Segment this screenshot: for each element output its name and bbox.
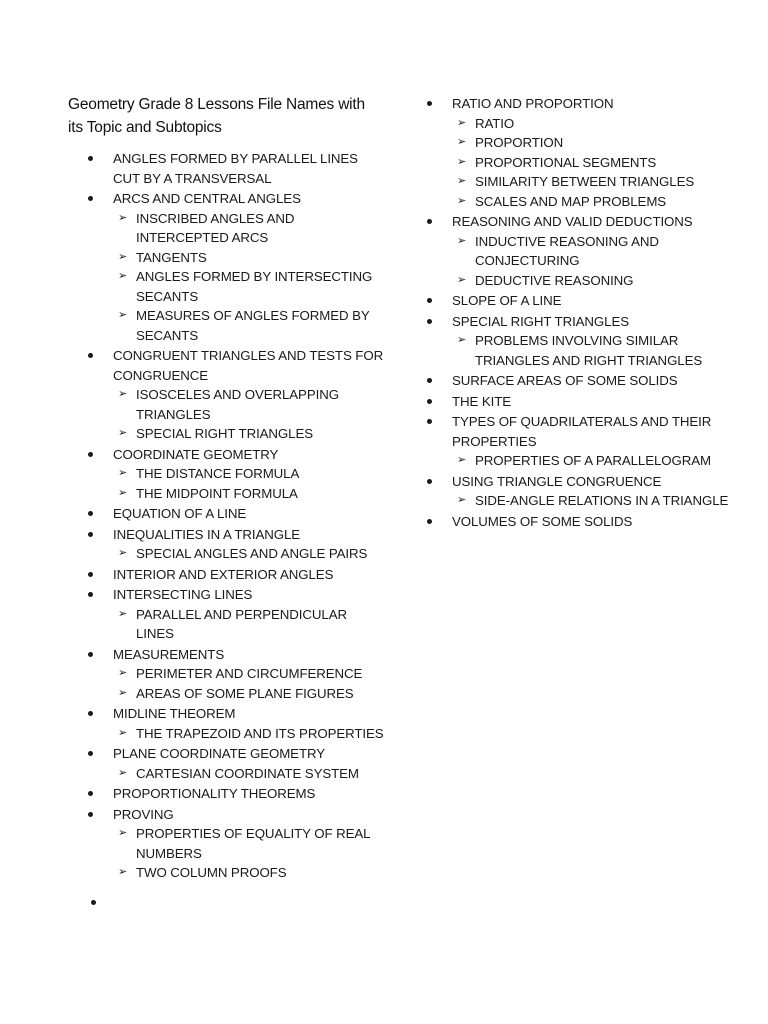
subtopic-item	[113, 424, 388, 444]
subtopic-item	[113, 664, 388, 684]
topic-label: SPECIAL RIGHT TRIANGLES	[452, 313, 630, 329]
arrowhead-icon: ➢	[118, 211, 128, 224]
subtopic-label: THE DISTANCE FORMULA	[136, 466, 300, 481]
topic-label: TYPES OF QUADRILATERALS AND THEIR PROPERTIES	[452, 414, 712, 449]
topic-item	[88, 784, 388, 804]
bullet-icon	[88, 196, 93, 201]
topic-label: VOLUMES OF SOME SOLIDS	[452, 513, 633, 529]
subtopic-label: TWO COLUMN PROOFS	[136, 865, 287, 880]
topic-item	[427, 512, 747, 532]
topic-label: PLANE COORDINATE GEOMETRY	[113, 746, 326, 761]
subtopic-list	[452, 331, 747, 370]
subtopic-label: SCALES AND MAP PROBLEMS	[475, 193, 667, 209]
topic-label: ANGLES FORMED BY PARALLEL LINES CUT BY A TRANSVERSAL	[113, 151, 358, 186]
subtopic-label: CARTESIAN COORDINATE SYSTEM	[136, 765, 359, 781]
arrowhead-icon: ➢	[118, 250, 128, 263]
topic-item	[88, 149, 388, 188]
topic-item	[88, 565, 388, 585]
subtopic-item	[113, 764, 388, 784]
topic-label: USING TRIANGLE CONGRUENCE	[452, 473, 662, 489]
subtopic-list	[452, 232, 747, 291]
topic-label: INTERIOR AND EXTERIOR ANGLES	[113, 566, 334, 582]
subtopic-item	[452, 192, 747, 212]
subtopic-item	[113, 248, 388, 268]
topic-label: ARCS AND CENTRAL ANGLES	[113, 191, 301, 206]
subtopic-label: PROPORTION	[475, 135, 564, 150]
subtopic-item	[113, 209, 388, 248]
topic-label: SURFACE AREAS OF SOME SOLIDS	[452, 373, 678, 388]
topic-item	[88, 346, 388, 444]
arrowhead-icon: ➢	[457, 175, 467, 187]
subtopic-label: TANGENTS	[136, 249, 207, 265]
topic-item	[427, 472, 747, 511]
page-title: Geometry Grade 8 Lessons File Names with its Topic and Subtopics	[68, 96, 365, 136]
subtopic-item	[113, 824, 388, 863]
subtopic-item	[452, 451, 747, 471]
topic-item	[427, 371, 747, 391]
subtopic-item	[113, 267, 388, 306]
subtopic-label: PARALLEL AND PERPENDICULAR LINES	[136, 606, 347, 641]
topic-item	[88, 525, 388, 564]
topic-item	[427, 291, 747, 311]
arrowhead-icon: ➢	[118, 726, 128, 739]
bullet-icon	[88, 572, 93, 577]
arrowhead-icon: ➢	[118, 667, 128, 679]
topic-label: THE KITE	[452, 393, 512, 409]
topic-item	[427, 94, 747, 211]
topic-label: PROPORTIONALITY THEOREMS	[113, 786, 316, 801]
subtopic-item	[452, 153, 747, 173]
subtopic-label: DEDUCTIVE REASONING	[475, 272, 634, 288]
subtopic-list	[452, 451, 747, 471]
subtopic-label: ANGLES FORMED BY INTERSECTING SECANTS	[136, 269, 373, 304]
arrowhead-icon: ➢	[118, 270, 128, 282]
arrowhead-icon: ➢	[118, 827, 128, 839]
topic-label: MIDLINE THEOREM	[113, 706, 236, 721]
bullet-icon	[88, 652, 93, 657]
bullet-icon	[88, 751, 93, 756]
subtopic-label: THE MIDPOINT FORMULA	[136, 485, 298, 501]
subtopic-list	[113, 464, 388, 503]
arrowhead-icon: ➢	[118, 388, 128, 400]
subtopic-item	[452, 491, 747, 511]
bullet-icon	[427, 101, 432, 106]
topic-item	[427, 312, 747, 371]
topic-label: COORDINATE GEOMETRY	[113, 446, 279, 462]
topic-label: CONGRUENT TRIANGLES AND TESTS FOR CONGRUENCE	[113, 348, 384, 383]
subtopic-label: INDUCTIVE REASONING AND CONJECTURING	[475, 233, 659, 268]
subtopic-label: PROPERTIES OF A PARALLELOGRAM	[475, 453, 712, 468]
topic-label: REASONING AND VALID DEDUCTIONS	[452, 214, 693, 229]
topic-item	[427, 412, 747, 471]
bullet-icon	[88, 791, 93, 796]
topic-label: SLOPE OF A LINE	[452, 293, 562, 308]
topic-item	[88, 189, 388, 345]
arrowhead-icon: ➢	[118, 427, 128, 439]
bullet-icon	[88, 511, 93, 516]
subtopic-item	[113, 544, 388, 564]
subtopic-label: SIDE-ANGLE RELATIONS IN A TRIANGLE	[475, 493, 729, 508]
arrowhead-icon: ➢	[457, 194, 467, 207]
subtopic-list	[113, 605, 388, 644]
topic-item	[88, 805, 388, 883]
arrowhead-icon: ➢	[457, 454, 467, 466]
subtopic-item	[113, 863, 388, 883]
subtopic-label: SIMILARITY BETWEEN TRIANGLES	[475, 174, 695, 189]
arrowhead-icon: ➢	[118, 486, 128, 499]
subtopic-item	[452, 232, 747, 271]
subtopic-list	[113, 724, 388, 744]
subtopic-label: THE TRAPEZOID AND ITS PROPERTIES	[136, 725, 384, 741]
topic-label: RATIO AND PROPORTION	[452, 96, 614, 111]
subtopic-list	[452, 114, 747, 212]
topic-item	[88, 704, 388, 743]
arrowhead-icon: ➢	[457, 116, 467, 129]
subtopic-list	[113, 764, 388, 784]
arrowhead-icon: ➢	[457, 234, 467, 247]
subtopic-item	[113, 684, 388, 704]
arrowhead-icon: ➢	[118, 766, 128, 779]
subtopic-item	[113, 484, 388, 504]
arrowhead-icon: ➢	[118, 547, 128, 559]
topic-item	[88, 744, 388, 783]
subtopic-item	[452, 133, 747, 153]
subtopic-label: PROPERTIES OF EQUALITY OF REAL NUMBERS	[136, 826, 370, 861]
subtopic-item	[113, 464, 388, 484]
empty-bullet-icon	[91, 900, 96, 905]
topic-label: MEASUREMENTS	[113, 646, 225, 662]
subtopic-label: PERIMETER AND CIRCUMFERENCE	[136, 666, 363, 681]
topic-item	[427, 212, 747, 290]
arrowhead-icon: ➢	[118, 607, 128, 620]
subtopic-list	[113, 385, 388, 444]
bullet-icon	[427, 378, 432, 383]
subtopic-item	[113, 605, 388, 644]
bullet-icon	[88, 711, 93, 716]
subtopic-label: PROPORTIONAL SEGMENTS	[475, 154, 657, 170]
bullet-icon	[427, 399, 432, 404]
topic-label: INTERSECTING LINES	[113, 587, 253, 602]
subtopic-label: RATIO	[475, 115, 515, 131]
arrowhead-icon: ➢	[457, 155, 467, 168]
left-topic-list	[88, 148, 388, 883]
topic-label: EQUATION OF A LINE	[113, 506, 247, 521]
bullet-icon	[427, 419, 432, 424]
subtopic-label: PROBLEMS INVOLVING SIMILAR TRIANGLES AND RIGHT TRIANGLES	[475, 333, 703, 368]
subtopic-item	[113, 385, 388, 424]
bullet-icon	[88, 452, 93, 457]
subtopic-item	[452, 172, 747, 192]
subtopic-label: SPECIAL ANGLES AND ANGLE PAIRS	[136, 546, 368, 561]
arrowhead-icon: ➢	[457, 494, 467, 506]
topic-label: PROVING	[113, 806, 174, 822]
subtopic-item	[452, 114, 747, 134]
subtopic-list	[113, 544, 388, 564]
bullet-icon	[427, 298, 432, 303]
subtopic-label: INSCRIBED ANGLES AND INTERCEPTED ARCS	[136, 210, 295, 245]
subtopic-list	[452, 491, 747, 511]
arrowhead-icon: ➢	[118, 686, 128, 699]
right-topic-list	[427, 93, 747, 531]
subtopic-label: ISOSCELES AND OVERLAPPING TRIANGLES	[136, 387, 339, 422]
arrowhead-icon: ➢	[118, 866, 128, 878]
subtopic-item	[113, 306, 388, 345]
subtopic-label: MEASURES OF ANGLES FORMED BY SECANTS	[136, 308, 370, 343]
bullet-icon	[88, 812, 93, 817]
bullet-icon	[427, 219, 432, 224]
topic-item	[88, 504, 388, 524]
bullet-icon	[88, 532, 93, 537]
bullet-icon	[427, 519, 432, 524]
subtopic-list	[113, 664, 388, 703]
subtopic-item	[452, 331, 747, 370]
bullet-icon	[427, 319, 432, 324]
topic-item	[88, 585, 388, 644]
bullet-icon	[88, 592, 93, 597]
bullet-icon	[88, 156, 93, 161]
subtopic-list	[113, 209, 388, 346]
subtopic-list	[113, 824, 388, 883]
subtopic-label: AREAS OF SOME PLANE FIGURES	[136, 685, 354, 701]
bullet-icon	[427, 479, 432, 484]
topic-item	[88, 445, 388, 504]
arrowhead-icon: ➢	[457, 334, 467, 346]
subtopic-item	[452, 271, 747, 291]
arrowhead-icon: ➢	[457, 273, 467, 286]
bullet-icon	[88, 353, 93, 358]
topic-item	[88, 645, 388, 704]
topic-item	[427, 392, 747, 412]
arrowhead-icon: ➢	[118, 467, 128, 479]
subtopic-label: SPECIAL RIGHT TRIANGLES	[136, 426, 314, 441]
subtopic-item	[113, 724, 388, 744]
arrowhead-icon: ➢	[118, 309, 128, 321]
arrowhead-icon: ➢	[457, 136, 467, 148]
topic-label: INEQUALITIES IN A TRIANGLE	[113, 526, 301, 542]
